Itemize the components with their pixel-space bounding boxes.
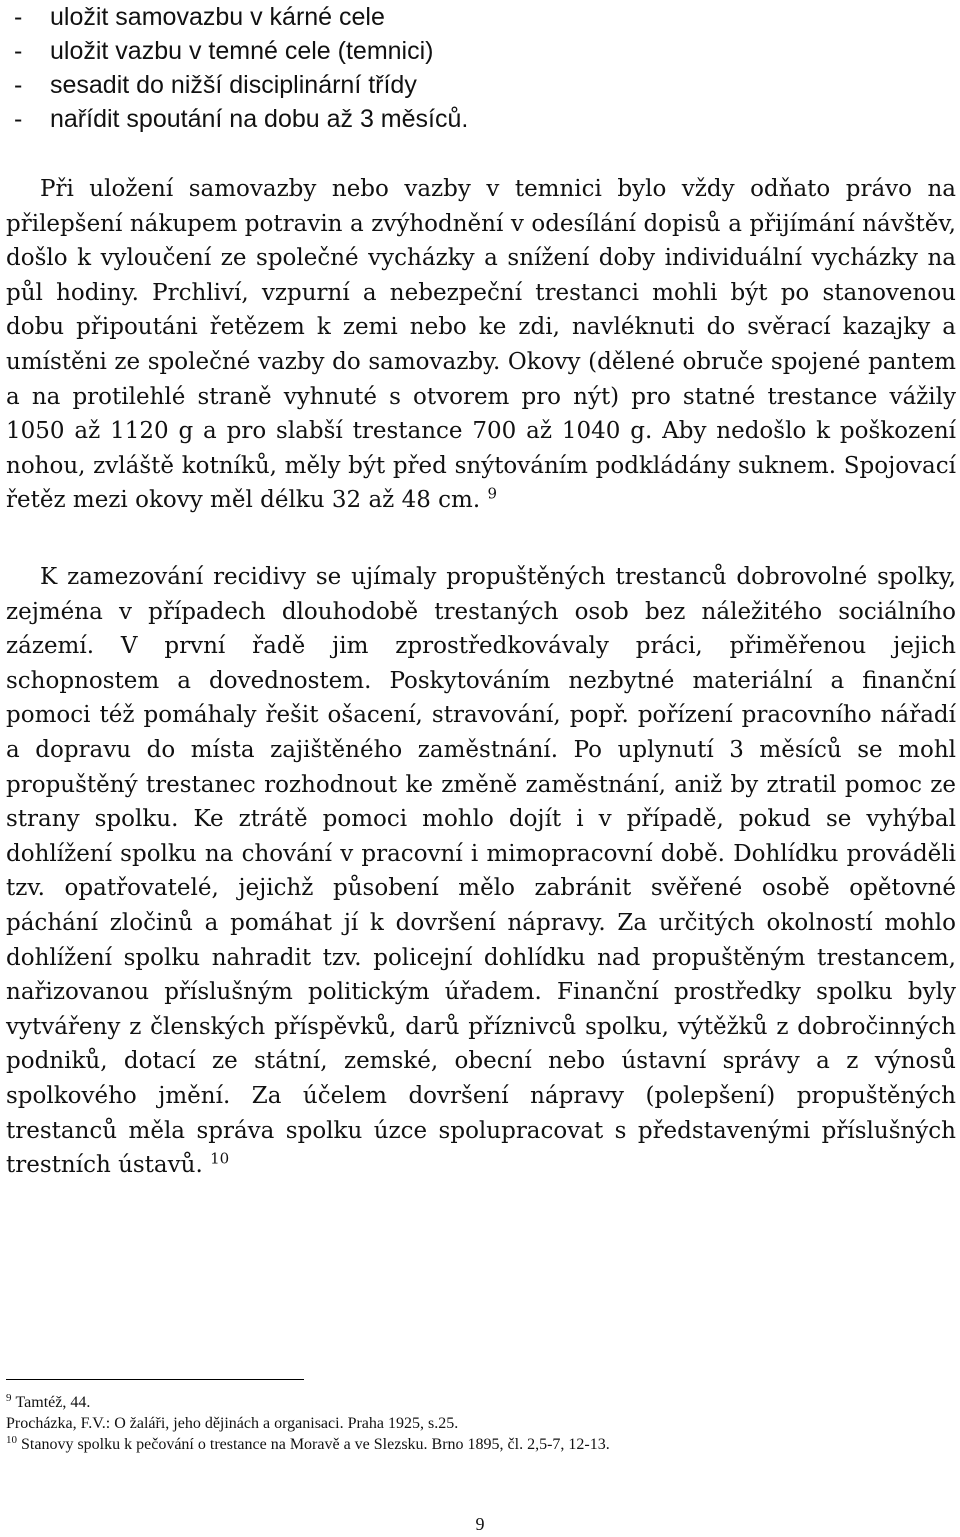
footnote [6, 1413, 956, 1434]
footnote-number: 9 [6, 1391, 12, 1404]
footnote-text: Tamtéž, 44. [15, 1394, 91, 1411]
footnote-separator [6, 1379, 304, 1380]
list-item [14, 0, 468, 34]
list-bullet: - [14, 3, 23, 31]
paragraph-text: K zamezování recidivy se ujímaly propuštěných trestanců dobrovolné spolky, zejména v případech dlouhodobě trestaných osob bez náležitého sociálního zázemí. V první řadě jim zprostředkovávaly práci, přiměřenou jejich schopnostem a dovednostem. Poskytováním nezbytné materiální a finanční pomoci též pomáhaly řešit ošacení, stravování, popř. pořízení pracovního nářadí a dopravu do místa zajištěného zaměstnání. Po uplynutí 3 měsíců se mohl propuštěný trestanec rozhodnout ke změně zaměstnání, aniž by ztratil pomoc ze strany spolku. Ke ztrátě pomoci mohlo dojít i v případě, pokud se vyhýbal dohlížení spolku na chování v pracovní i mimopracovní době. Dohlídku prováděli tzv. opatřovatelé, jejichž působení mělo zabránit svěřené osobě opětovné páchání zločinů a pomáhat jí k dovršení nápravy. Za určitých okolností mohlo dohlížení spolku nahradit tzv. policejní dohlídku nad propuštěným trestancem, nařizovanou příslušným politickým úřadem. Finanční prostředky spolku byly vytvářeny z členských příspěvků, darů příznivců spolku, výtěžků z dobročinných podniků, dotací ze státní, zemské, obecní nebo ústavní správy a z výnosů spolkového jmění. Za účelem dovršení nápravy (polepšení) propuštěných trestanců měla správa spolku úzce spolupracovat s představenými příslušných trestních ústavů. [6, 564, 956, 1179]
footnote [6, 1434, 956, 1455]
list-item-text: nařídit spoutání na dobu až 3 měsíců. [50, 105, 469, 133]
list-bullet: - [14, 37, 23, 65]
list-item-text: uložit samovazbu v kárné cele [50, 3, 385, 31]
list-item-text: uložit vazbu v temné cele (temnici) [50, 37, 434, 65]
list-item [14, 102, 468, 136]
list-item [14, 68, 468, 102]
paragraph-solitary-confinement [6, 172, 956, 518]
footnote-reference: 9 [487, 484, 498, 503]
paragraph-text: Při uložení samovazby nebo vazby v temnici bylo vždy odňato právo na přilepšení nákupem potravin a zvýhodnění v odesílání dopisů a přijímání návštěv, došlo k vyloučení ze společné vycházky a snížení doby individuální vycházky na půl hodiny. Prchliví, vzpurní a nebezpeční trestanci mohli být po stanovenou dobu připoutáni řetězem k zemi nebo ke zdi, navléknuti do svěrací kazajky a umístěni ze společné vazby do samovazby. Okovy (dělené obruče spojené pantem a na protilehlé straně vyhnuté s otvorem pro nýt) pro statné trestance vážily 1050 až 1120 g a pro slabší trestance 700 až 1040 g. Aby nedošlo k poškození nohou, zvláště kotníků, měly být před snýtováním podkládány suknem. Spojovací řetěz mezi okovy měl délku 32 až 48 cm. [6, 176, 956, 514]
footnote-text: Procházka, F.V.: O žaláři, jeho dějinách a organisaci. Praha 1925, s.25. [6, 1415, 459, 1432]
footnote-text: Stanovy spolku k pečování o trestance na Moravě a ve Slezsku. Brno 1895, čl. 2,5-7, 12-13. [21, 1436, 610, 1453]
paragraph-recidivism-societies [6, 560, 956, 1183]
list-bullet: - [14, 71, 23, 99]
list-item-text: sesadit do nižší disciplinární třídy [50, 71, 417, 99]
penalty-list [14, 0, 468, 136]
footnote-reference: 10 [210, 1149, 230, 1168]
page-number: 9 [475, 1514, 485, 1534]
footnote [6, 1392, 956, 1413]
footnotes [6, 1392, 956, 1455]
list-bullet: - [14, 105, 23, 133]
footnote-number: 10 [6, 1433, 17, 1446]
list-item [14, 34, 468, 68]
